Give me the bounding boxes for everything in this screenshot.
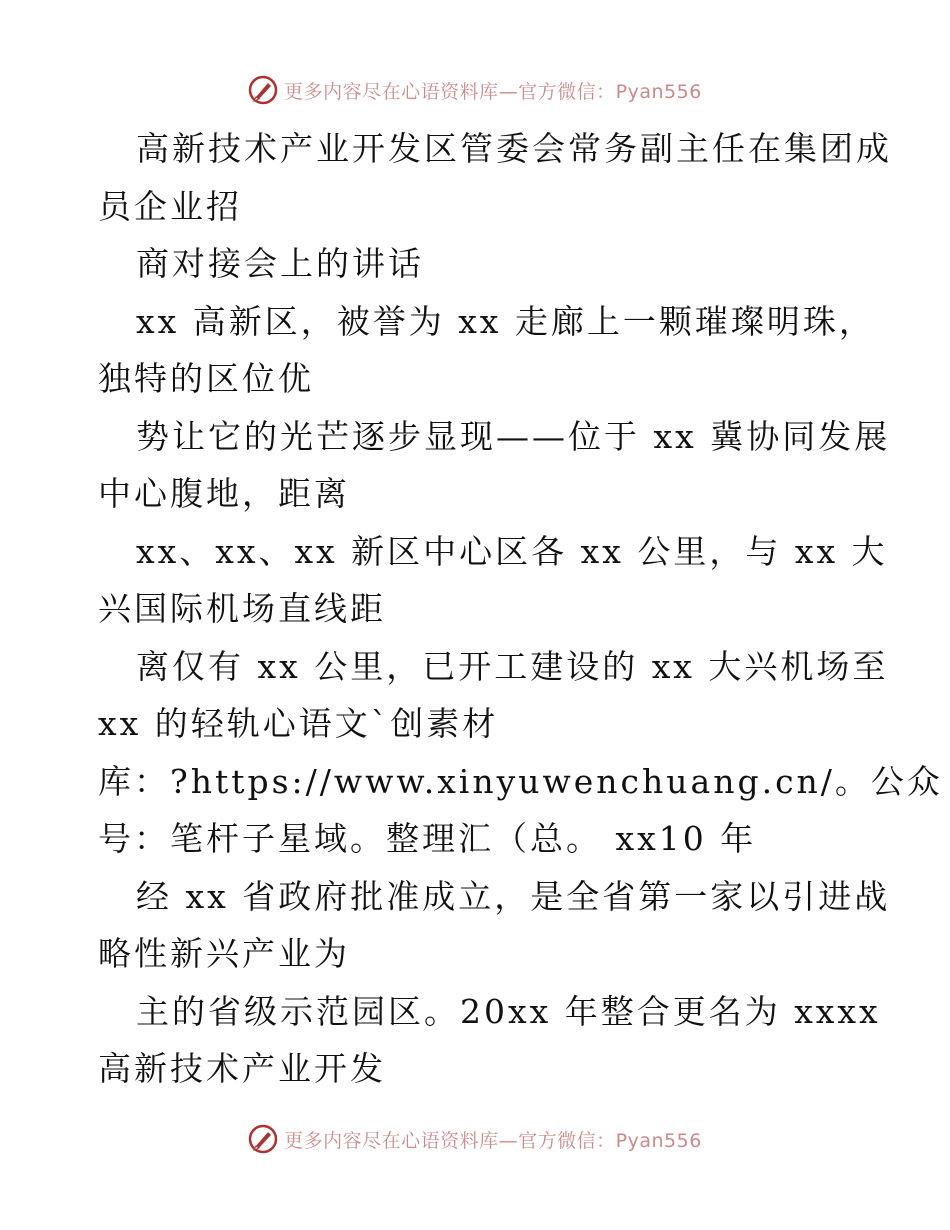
text-line: xx 高新区，被誉为 xx 走廊上一颗璀璨明珠，	[136, 301, 875, 341]
text-line: xx 的轻轨心语文`创素材	[98, 704, 499, 743]
text-line: 主的省级示范园区。20xx 年整合更名为 xxxx	[136, 991, 881, 1031]
text-line: 离仅有 xx 公里，已开工建设的 xx 大兴机场至	[136, 646, 889, 686]
text-line: 商对接会上的讲话	[136, 244, 424, 283]
text-line: 略性新兴产业为	[98, 934, 350, 973]
header-banner-text: 更多内容尽在心语资料库—官方微信：Pyan556	[284, 80, 702, 103]
footer-banner-text: 更多内容尽在心语资料库—官方微信：Pyan556	[284, 1129, 702, 1152]
text-line: 高新技术产业开发	[98, 1049, 386, 1088]
text-line: 独特的区位优	[98, 359, 314, 398]
text-line: 员企业招	[98, 186, 242, 226]
header-banner	[0, 72, 950, 108]
pen-logo-icon	[248, 75, 278, 105]
text-line: 库：?https://www.xinyuwenchuang.cn/。公众	[98, 761, 943, 801]
text-line: 中心腹地，距离	[98, 474, 350, 513]
text-line: xx、xx、xx 新区中心区各 xx 公里，与 xx 大	[136, 531, 888, 571]
footer-banner	[0, 1121, 950, 1157]
text-line: 势让它的光芒逐步显现——位于 xx 冀协同发展	[136, 416, 891, 456]
pen-logo-icon	[248, 1124, 278, 1154]
document-body	[98, 120, 943, 1098]
text-line: 经 xx 省政府批准成立，是全省第一家以引进战	[136, 876, 891, 916]
text-line: 号：笔杆子星域。整理汇（总。 xx10 年	[98, 819, 757, 858]
text-line: 高新技术产业开发区管委会常务副主任在集团成	[136, 129, 892, 168]
text-line: 兴国际机场直线距	[98, 589, 386, 628]
